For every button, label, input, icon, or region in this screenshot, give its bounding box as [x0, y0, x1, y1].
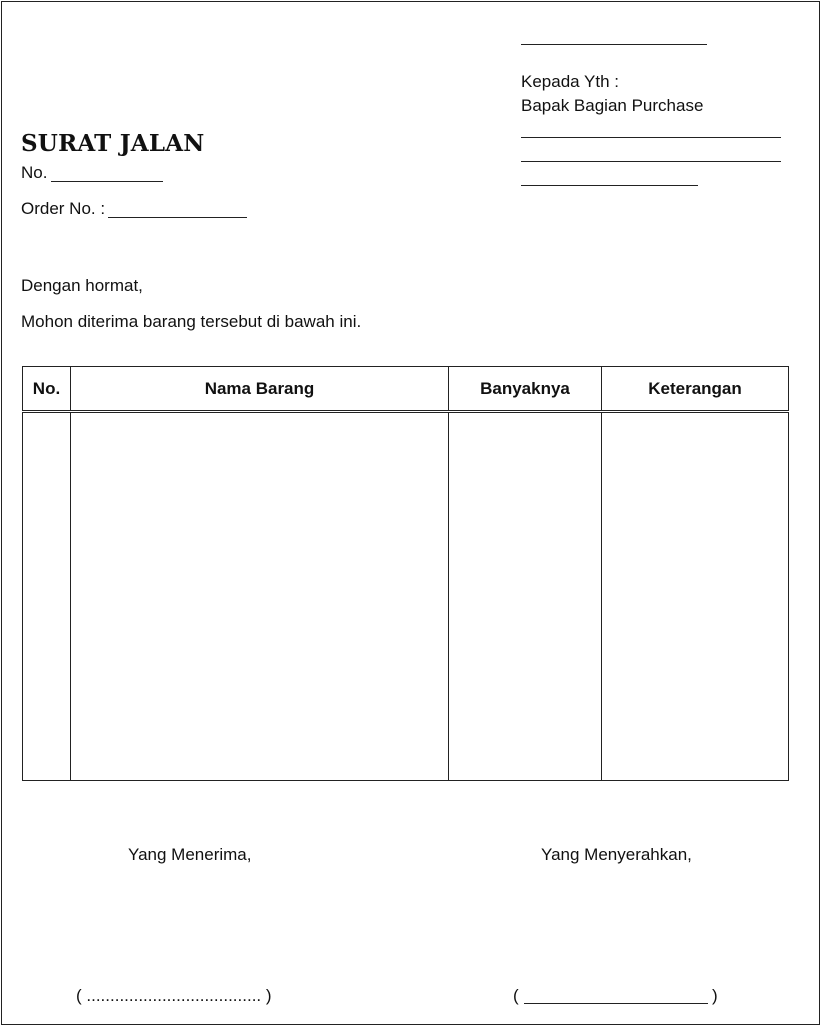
sender-signature-label: Yang Menyerahkan, [541, 845, 692, 864]
greeting-text: Dengan hormat, [21, 276, 143, 295]
sender-signature-open-paren: ( [513, 986, 519, 1005]
table-cell-notes [602, 412, 789, 781]
sender-signature-line [524, 1003, 708, 1004]
recipient-name: Bapak Bagian Purchase [521, 96, 704, 115]
date-line [521, 44, 707, 45]
receiver-signature-label: Yang Menerima, [128, 845, 252, 864]
items-table [22, 366, 789, 781]
number-line [51, 181, 163, 182]
recipient-salutation: Kepada Yth : [521, 72, 619, 91]
address-line-2 [521, 161, 781, 162]
document-title: SURAT JALAN [21, 130, 205, 157]
sender-signature-close-paren: ) [712, 986, 718, 1005]
number-label: No. [21, 163, 48, 182]
column-header-item-name: Nama Barang [71, 367, 449, 412]
intro-text: Mohon diterima barang tersebut di bawah ini. [21, 312, 362, 331]
address-line-3 [521, 185, 698, 186]
receiver-signature-blank: ( ..................................... ) [76, 986, 272, 1005]
table-cell-item-name [71, 412, 449, 781]
order-number-label: Order No. : [21, 199, 106, 218]
table-cell-no [23, 412, 71, 781]
table-header-row [23, 367, 789, 412]
table-row [23, 412, 789, 781]
delivery-note-page [1, 1, 820, 1025]
table-cell-quantity [449, 412, 602, 781]
address-line-1 [521, 137, 781, 138]
column-header-notes: Keterangan [602, 367, 789, 412]
column-header-no: No. [23, 367, 71, 412]
order-number-line [108, 217, 247, 218]
column-header-quantity: Banyaknya [449, 367, 602, 412]
